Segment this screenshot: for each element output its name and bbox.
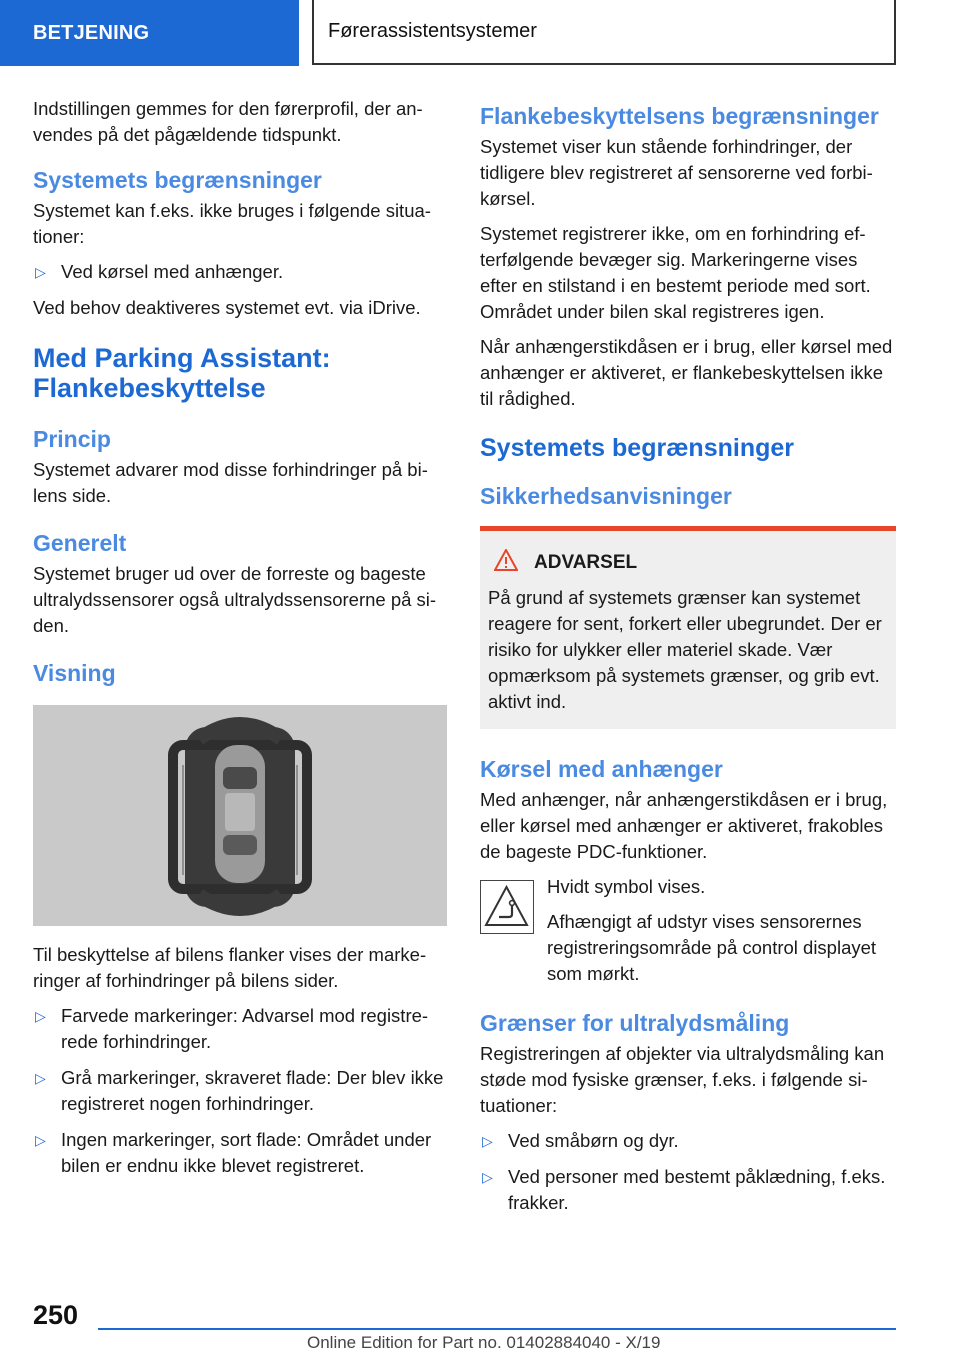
trailer-text: Med anhænger, når anhængerstikdåsen er i brug, eller kørsel med anhænger er aktiveret, frakobles de bageste PDC-funktioner. bbox=[480, 789, 888, 862]
principle-heading: Princip bbox=[33, 426, 111, 452]
ultrasound-text: Registreringen af objekter via ultralydsmåling kan støde mod fysiske grænser, f.eks. i følgende situationer: bbox=[480, 1043, 885, 1116]
ultrasound-list bbox=[480, 1128, 896, 1216]
warning-text: På grund af systemets grænser kan systemet reagere for sent, forkert eller ubegrundet. Der er risiko for ulykker eller materiel skade. Vær opmærksom på systemets grænser, og grib evt. aktivt ind. bbox=[488, 587, 882, 712]
limits-after: Ved behov deaktiveres systemet evt. via iDrive. bbox=[33, 297, 421, 318]
main-heading: Med Parking Assistant: Flankebeskyttelse bbox=[33, 343, 331, 403]
list-item: ▷ Ved småbørn og dyr. bbox=[480, 1128, 896, 1154]
trailer-warning-icon bbox=[481, 881, 532, 932]
parking-display-image bbox=[33, 705, 447, 926]
general-text: Systemet bruger ud over de forreste og bageste ultralydssensorer også ultralydssensorerne på siden. bbox=[33, 563, 437, 636]
flank-paragraph-1: Systemet viser kun stående forhindringer, der tidligere blev registreret af sensorerne ved forbikørsel. bbox=[480, 136, 873, 209]
flank-limits-heading: Flankebeskyttelsens begrænsninger bbox=[480, 103, 879, 129]
flank-paragraph-3: Når anhængerstikdåsen er i brug, eller kørsel med anhænger er aktiveret, er flankebeskyttelsen ikke til rådighed. bbox=[480, 336, 893, 409]
triangle-bullet-icon: ▷ bbox=[35, 264, 46, 280]
section-title: BETJENING bbox=[33, 21, 150, 44]
warning-box bbox=[480, 526, 896, 729]
display-list bbox=[33, 1003, 447, 1179]
triangle-bullet-icon: ▷ bbox=[35, 1008, 46, 1024]
section-tab bbox=[0, 0, 299, 66]
trailer-symbol bbox=[480, 880, 534, 934]
warning-title: ADVARSEL bbox=[534, 552, 638, 573]
right-column bbox=[480, 102, 896, 1226]
left-column bbox=[33, 96, 447, 1189]
limits-list bbox=[33, 259, 447, 285]
ultrasound-heading: Grænser for ultralydsmåling bbox=[480, 1010, 790, 1036]
car-top-view-icon bbox=[33, 705, 447, 926]
limits-heading: Systemets begrænsninger bbox=[33, 167, 322, 193]
display-text: Til beskyttelse af bilens flanker vises der markeringer af forhindringer på bilens sider. bbox=[33, 944, 427, 991]
chapter-title: Førerassistentsystemer bbox=[328, 20, 537, 42]
list-item: ▷ Ved personer med bestemt påklædning, f.eks. frakker. bbox=[482, 1166, 886, 1213]
symbol-line-2: Afhængigt af udstyr vises sensorernes registreringsområde på control displayet som mørkt. bbox=[547, 911, 877, 984]
trailer-heading: Kørsel med anhænger bbox=[480, 756, 723, 782]
edition-text: Online Edition for Part no. 01402884040 - X/19 bbox=[307, 1333, 661, 1352]
intro-paragraph: Indstillingen gemmes for den førerprofil, der anvendes på det pågældende tidspunkt. bbox=[33, 98, 423, 145]
general-heading: Generelt bbox=[33, 530, 127, 556]
symbol-line-1: Hvidt symbol vises. bbox=[547, 876, 706, 897]
list-item: ▷ Ved kørsel med anhænger. bbox=[33, 259, 447, 285]
page-number: 250 bbox=[33, 1300, 79, 1330]
footer-divider bbox=[98, 1328, 896, 1330]
principle-text: Systemet advarer mod disse forhindringer på bilens side. bbox=[33, 459, 428, 506]
warning-title-row bbox=[488, 549, 888, 577]
flank-paragraph-2: Systemet registrerer ikke, om en forhindring efterfølgende bevæger sig. Markeringerne vises efter en stilstand i en bestemt periode med sort. Området under bilen skal registreres igen. bbox=[480, 223, 871, 322]
triangle-bullet-icon: ▷ bbox=[35, 1070, 46, 1086]
system-limits-heading: Systemets begrænsninger bbox=[480, 434, 794, 462]
list-item: ▷ Farvede markeringer: Advarsel mod registrerede forhindringer. bbox=[35, 1005, 429, 1052]
warning-triangle-icon bbox=[494, 549, 518, 577]
display-heading: Visning bbox=[33, 660, 116, 686]
safety-heading: Sikkerhedsanvisninger bbox=[480, 483, 732, 509]
chapter-tab bbox=[312, 0, 896, 65]
triangle-bullet-icon: ▷ bbox=[482, 1133, 493, 1149]
list-item: ▷ Ingen markeringer, sort flade: Området under bilen er endnu ikke blevet registreret. bbox=[35, 1129, 432, 1176]
triangle-bullet-icon: ▷ bbox=[35, 1132, 46, 1148]
triangle-bullet-icon: ▷ bbox=[482, 1169, 493, 1185]
symbol-row bbox=[480, 874, 896, 987]
limits-text: Systemet kan f.eks. ikke bruges i følgende situationer: bbox=[33, 200, 431, 247]
list-item: ▷ Grå markeringer, skraveret flade: Der blev ikke registreret nogen forhindringer. bbox=[35, 1067, 444, 1114]
